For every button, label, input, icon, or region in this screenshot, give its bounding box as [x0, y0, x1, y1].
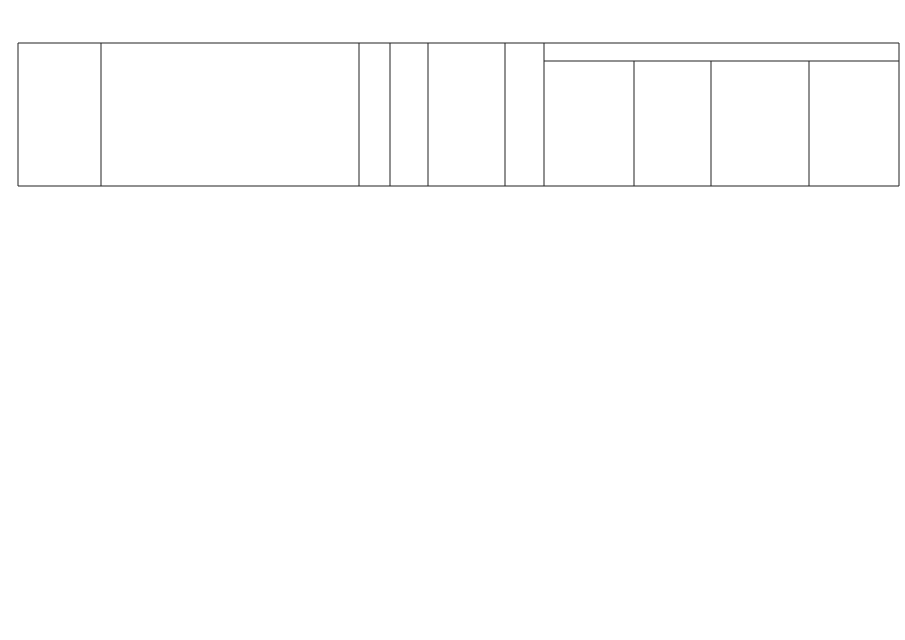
header-code — [19, 44, 101, 185]
header-2017-total — [712, 62, 809, 185]
header-2016-free — [635, 62, 711, 185]
header-2017-free — [810, 62, 899, 185]
header-2016-total — [545, 62, 634, 185]
header-rz — [360, 44, 390, 185]
header-pr — [391, 44, 428, 185]
header-vr — [506, 44, 544, 185]
header-sum-title — [545, 44, 899, 61]
header-name — [102, 44, 359, 185]
header-csr — [429, 44, 505, 185]
